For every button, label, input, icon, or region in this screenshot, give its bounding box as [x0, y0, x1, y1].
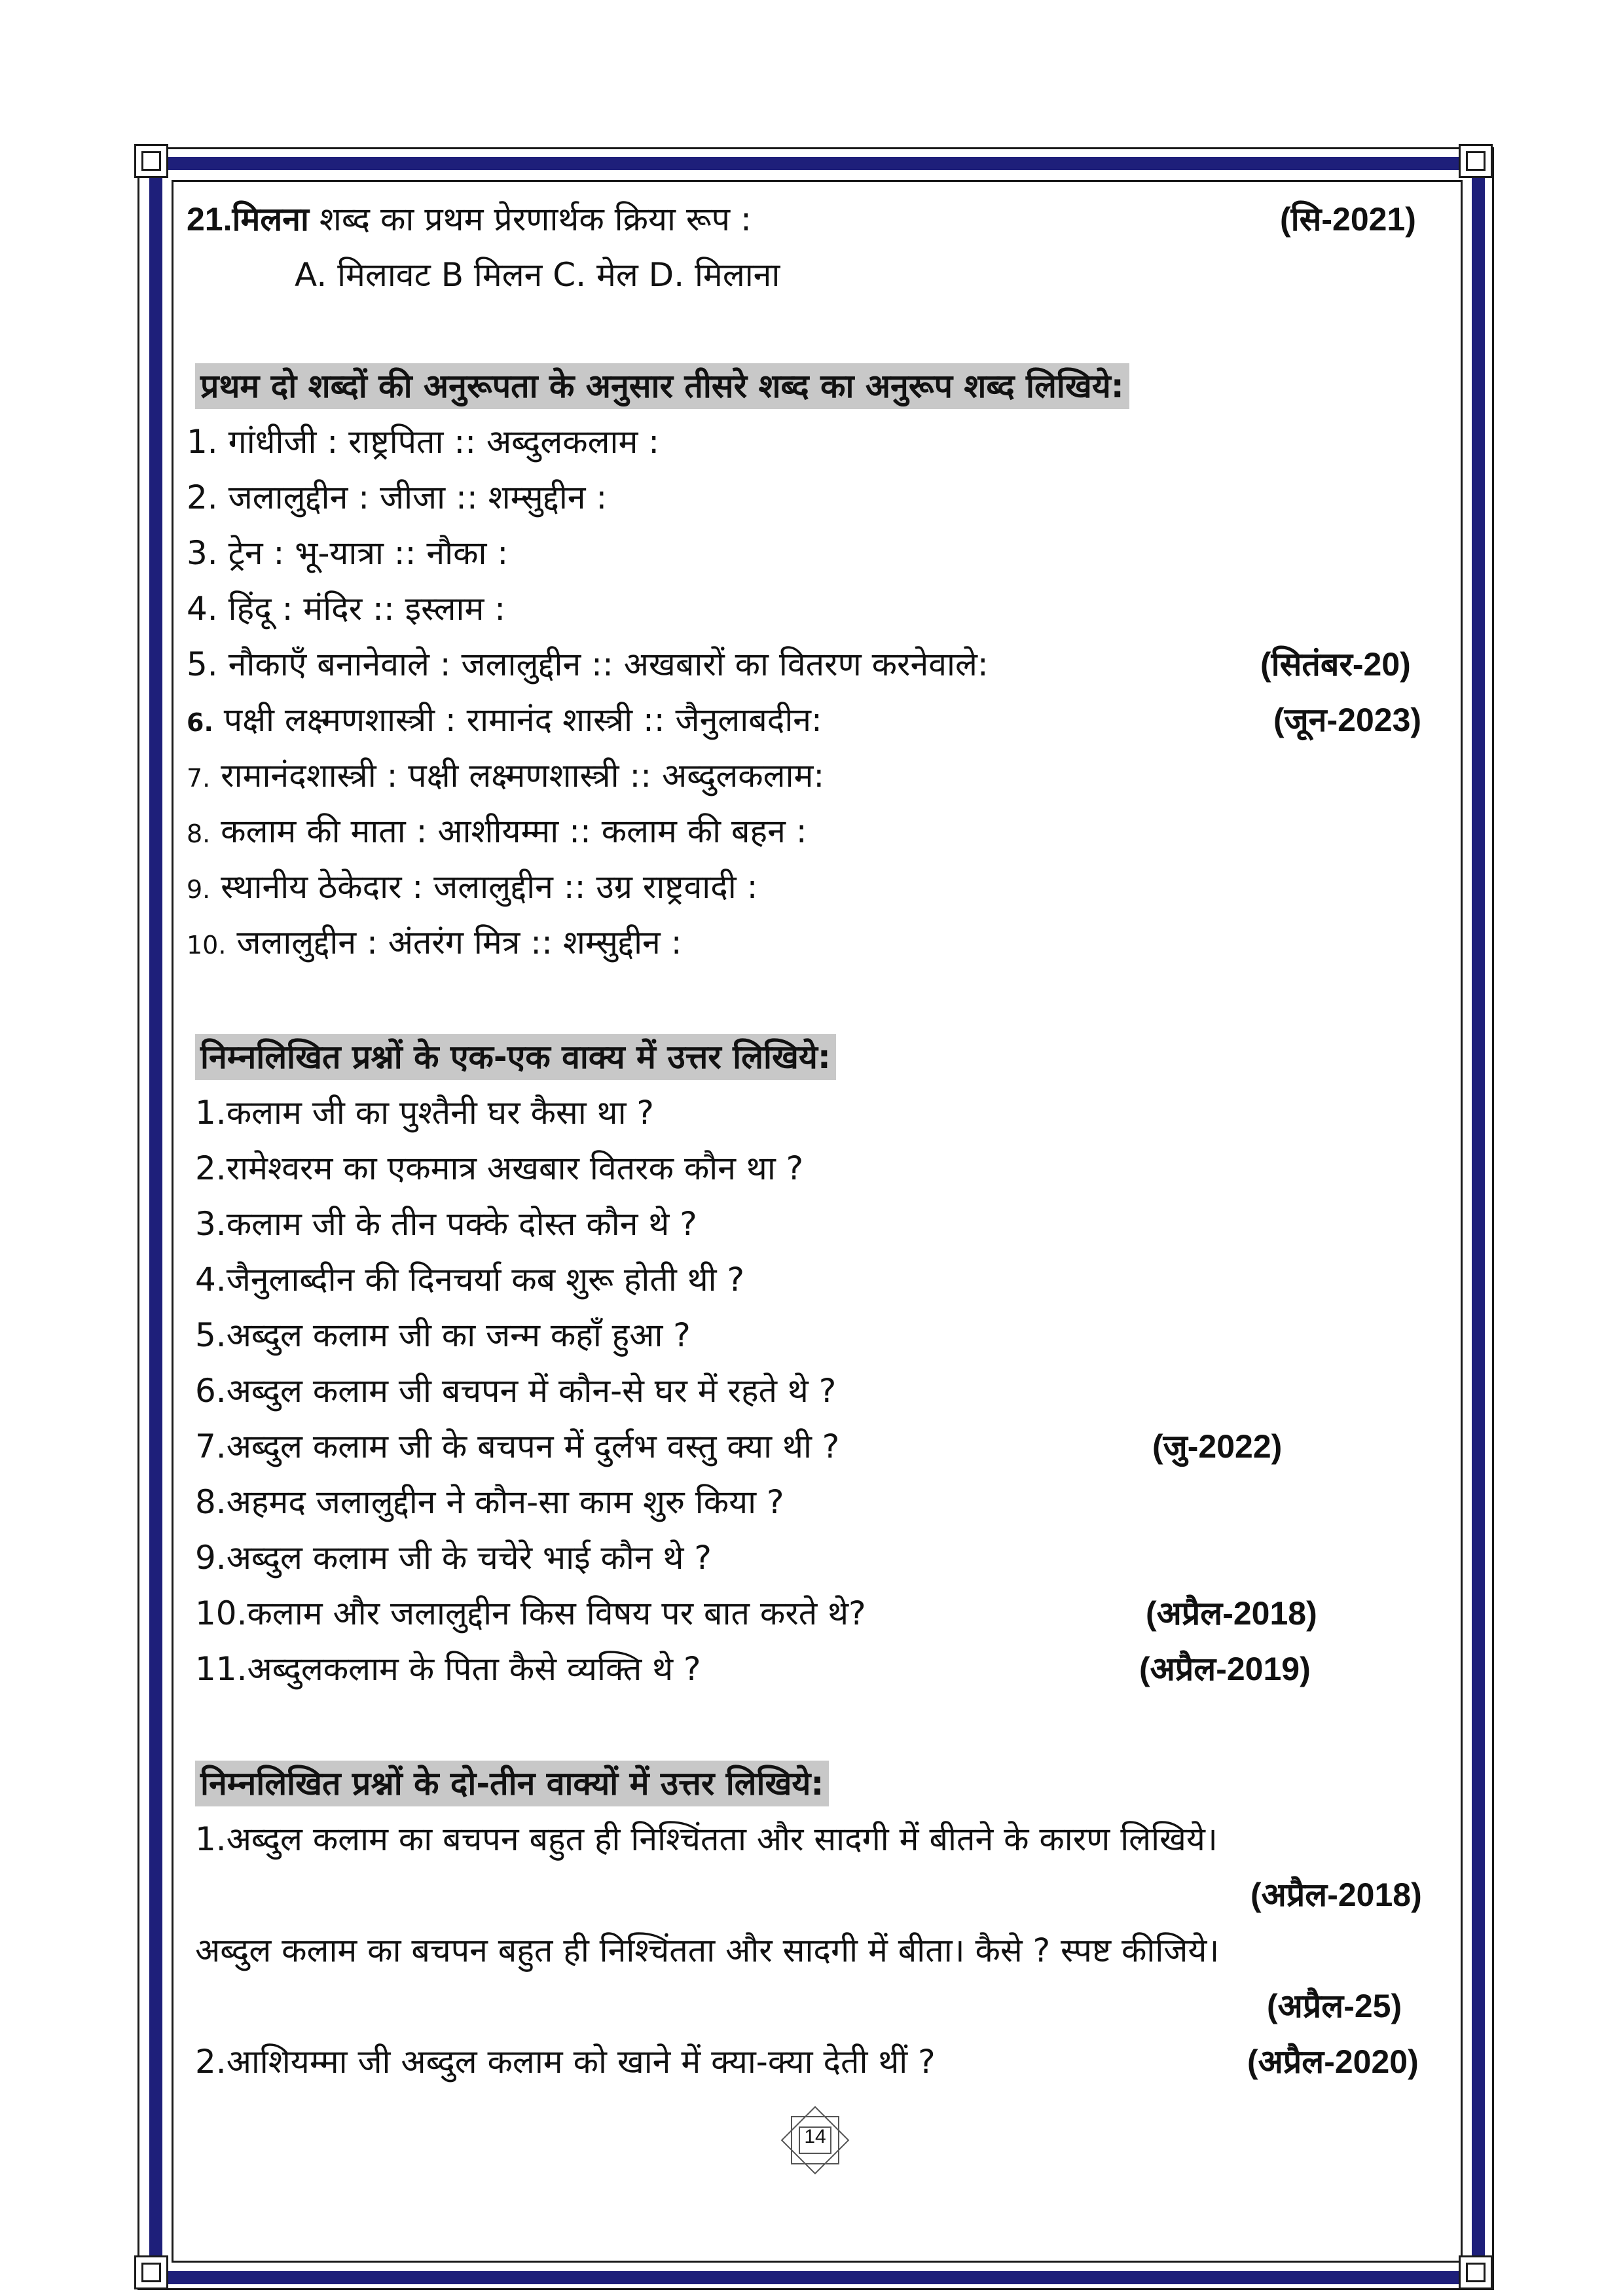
- list-item: 1.कलाम जी का पुश्तैनी घर कैसा था ?: [195, 1094, 654, 1132]
- page-number: 14: [804, 2126, 826, 2147]
- list-item: 5.अब्दुल कलाम जी का जन्म कहाँ हुआ ?: [195, 1316, 691, 1354]
- list-item: 11.अब्दुलकलाम के पिता कैसे व्यक्ति थे ?: [195, 1650, 701, 1688]
- page-number-ornament: [776, 2101, 854, 2179]
- list-item: 3. ट्रेन : भू-यात्रा :: नौका :: [187, 534, 509, 572]
- exam-tag: (अप्रैल-2019): [1139, 1651, 1311, 1687]
- exam-tag: (जु-2022): [1152, 1428, 1283, 1465]
- question-text: शब्द का प्रथम प्रेरणार्थक क्रिया रूप :: [308, 200, 752, 238]
- question-keyword: मिलना: [232, 200, 309, 238]
- section-heading-one-sentence: निम्नलिखित प्रश्नों के एक-एक वाक्य में उत्तर लिखिये:: [195, 1034, 836, 1080]
- list-item: 6. पक्षी लक्ष्मणशास्त्री : रामानंद शास्त्री :: जैनुलाबदीन:: [187, 701, 822, 739]
- list-item: 8. कलाम की माता : आशीयम्मा :: कलाम की बहन :: [187, 812, 807, 850]
- exam-tag: (सितंबर-20): [1260, 646, 1411, 683]
- exam-tag: (अप्रैल-2020): [1247, 2043, 1419, 2080]
- question-21: [187, 196, 752, 242]
- border-corner-ornament: [134, 2255, 168, 2289]
- exam-tag: (अप्रैल-2018): [1250, 1876, 1422, 1913]
- list-item: अब्दुल कलाम का बचपन बहुत ही निश्चिंतता और सादगी में बीता। कैसे ? स्पष्ट कीजिये।: [195, 1931, 1220, 1969]
- list-item: 10.कलाम और जलालुद्दीन किस विषय पर बात करते थे?: [195, 1594, 866, 1632]
- list-item: 2. जलालुद्दीन : जीजा :: शम्सुद्दीन :: [187, 478, 608, 516]
- list-item: 1. गांधीजी : राष्ट्रपिता :: अब्दुलकलाम :: [187, 423, 660, 461]
- exam-tag: (सि-2021): [1280, 201, 1416, 238]
- list-item: 9. स्थानीय ठेकेदार : जलालुद्दीन :: उग्र राष्ट्रवादी :: [187, 868, 758, 906]
- list-item: 10. जलालुद्दीन : अंतरंग मित्र :: शम्सुद्दीन :: [187, 924, 682, 961]
- list-item: 1.अब्दुल कलाम का बचपन बहुत ही निश्चिंतता और सादगी में बीतने के कारण लिखिये।: [195, 1820, 1218, 1858]
- exam-tag: (जून-2023): [1273, 702, 1422, 738]
- question-21-options: A. मिलावट B मिलन C. मेल D. मिलाना: [295, 256, 780, 294]
- exam-tag: (अप्रैल-25): [1267, 1988, 1402, 2024]
- list-item: 4. हिंदू : मंदिर :: इस्लाम :: [187, 590, 506, 628]
- section-heading-analogy: प्रथम दो शब्दों की अनुरूपता के अनुसार तीसरे शब्द का अनुरूप शब्द लिखिये:: [195, 363, 1129, 409]
- list-item: 2.आशियम्मा जी अब्दुल कलाम को खाने में क्या-क्या देती थीं ?: [195, 2043, 936, 2081]
- question-number: 21.: [187, 201, 232, 238]
- border-corner-ornament: [1459, 144, 1493, 178]
- list-item: 7. रामानंदशास्त्री : पक्षी लक्ष्मणशास्त्री :: अब्दुलकलाम:: [187, 757, 825, 795]
- list-item: 9.अब्दुल कलाम जी के चचेरे भाई कौन थे ?: [195, 1539, 712, 1577]
- border-corner-ornament: [134, 144, 168, 178]
- list-item: 8.अहमद जलालुद्दीन ने कौन-सा काम शुरु किया ?: [195, 1483, 784, 1521]
- section-heading-two-three-sentences: निम्नलिखित प्रश्नों के दो-तीन वाक्यों में उत्तर लिखिये:: [195, 1761, 829, 1806]
- list-item: 4.जैनुलाब्दीन की दिनचर्या कब शुरू होती थी ?: [195, 1261, 745, 1299]
- list-item: 5. नौकाएँ बनानेवाले : जलालुद्दीन :: अखबारों का वितरण करनेवाले:: [187, 645, 989, 683]
- border-corner-ornament: [1459, 2255, 1493, 2289]
- list-item: 6.अब्दुल कलाम जी बचपन में कौन-से घर में रहते थे ?: [195, 1372, 837, 1410]
- list-item: 3.कलाम जी के तीन पक्के दोस्त कौन थे ?: [195, 1205, 697, 1243]
- exam-tag: (अप्रैल-2018): [1146, 1595, 1317, 1632]
- list-item: 2.रामेश्वरम का एकमात्र अखबार वितरक कौन था ?: [195, 1149, 804, 1187]
- list-item: 7.अब्दुल कलाम जी के बचपन में दुर्लभ वस्तु क्या थी ?: [195, 1427, 840, 1465]
